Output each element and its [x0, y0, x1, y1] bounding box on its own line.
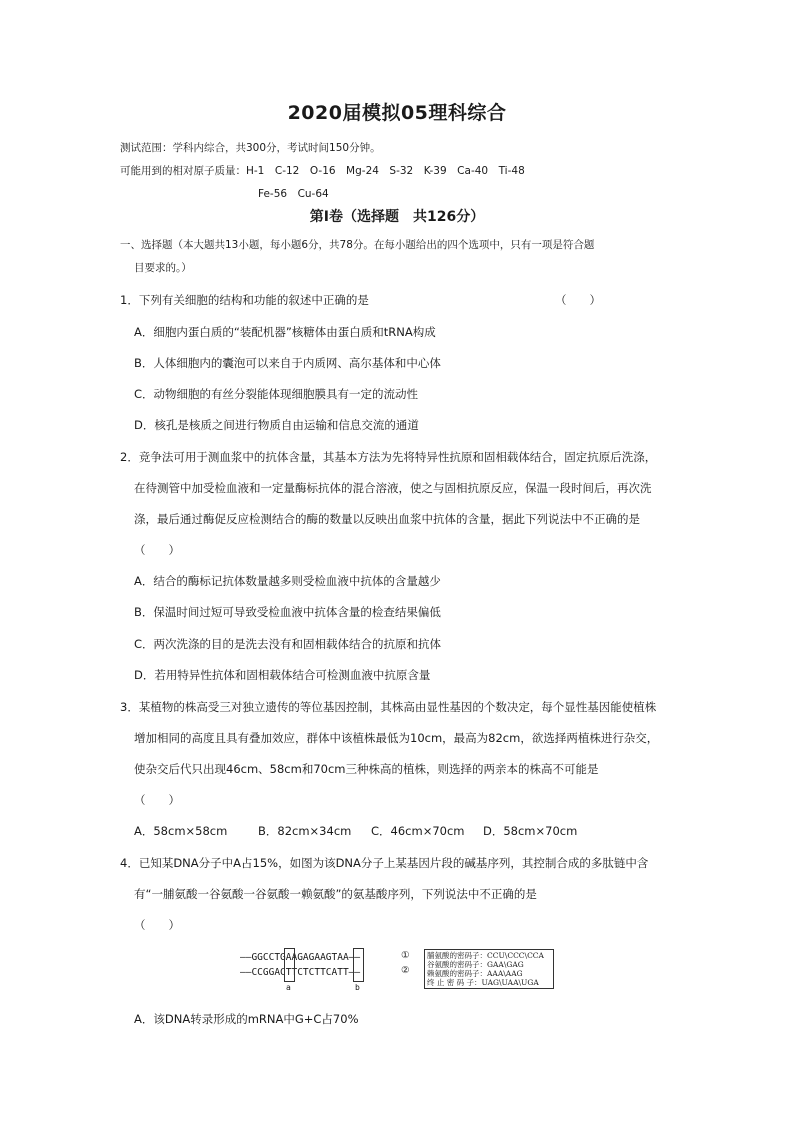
q3-option-c: C．46cm×70cm	[371, 824, 465, 838]
q3-option-b: B．82cm×34cm	[258, 824, 352, 838]
q3-stem-line-1: 3．某植物的株高受三对独立遗传的等位基因控制，其株高由显性基因的个数决定，每个显性基因能使植株	[120, 700, 657, 714]
q3-option-d: D．58cm×70cm	[483, 824, 578, 838]
atomic-mass-line-1: 可能用到的相对原子质量：H-1 C-12 O-16 Mg-24 S-32 K-39 Ca-40 Ti-48	[120, 165, 525, 177]
q1-option-b: B．人体细胞内的囊泡可以来自于内质网、高尔基体和中心体	[134, 356, 441, 370]
codon-table	[424, 949, 554, 989]
q2-option-c: C．两次洗涤的目的是洗去没有和固相载体结合的抗原和抗体	[134, 637, 442, 651]
section-title: 第Ⅰ卷（选择题 共126分）	[309, 209, 485, 225]
q3-answer-paren: （ ）	[134, 793, 180, 807]
strand-1-marker: ①	[401, 950, 410, 961]
codon-row-proline: 脯氨酸的密码子：CCU\CCC\CCA	[427, 951, 544, 960]
q2-option-d: D．若用特异性抗体和固相载体结合可检测血液中抗原含量	[134, 668, 431, 682]
page-title: 2020届模拟05理科综合	[287, 102, 507, 124]
q4-option-a: A．该DNA转录形成的mRNA中G+C占70%	[134, 1012, 359, 1026]
q1-stem: 1．下列有关细胞的结构和功能的叙述中正确的是	[120, 293, 369, 307]
q3-stem-line-3: 使杂交后代只出现46cm、58cm和70cm三种株高的植株，则选择的两亲本的株高不可能是	[134, 762, 599, 776]
q1-option-c: C．动物细胞的有丝分裂能体现细胞膜具有一定的流动性	[134, 387, 419, 401]
q2-stem-line-1: 2．竞争法可用于测血浆中的抗体含量，其基本方法为先将特异性抗原和固相载体结合，固定抗原后洗涤，	[120, 450, 657, 464]
q1-option-d: D．核孔是核质之间进行物质自由运输和信息交流的通道	[134, 418, 419, 432]
q2-stem-line-3: 涤，最后通过酶促反应检测结合的酶的数量以反映出血浆中抗体的含量，据此下列说法中不正确的是	[134, 512, 640, 526]
codon-row-lysine: 赖氨酸的密码子：AAA\AAG	[427, 969, 523, 978]
strand-2-marker: ②	[401, 965, 410, 976]
test-scope: 测试范围：学科内综合，共300分，考试时间150分钟。	[120, 142, 381, 154]
q2-option-a: A．结合的酶标记抗体数量越多则受检血液中抗体的含量越少	[134, 574, 441, 588]
q1-option-a: A．细胞内蛋白质的“装配机器”核糖体由蛋白质和tRNA构成	[134, 325, 436, 339]
part-heading-line-1: 一、选择题（本大题共13小题，每小题6分，共78分。在每小题给出的四个选项中，只有一项是符合题	[120, 239, 595, 251]
site-b-label: b	[355, 983, 360, 992]
q3-stem-line-2: 增加相同的高度且具有叠加效应，群体中该植株最低为10cm，最高为82cm，欲选择两植株进行杂交，	[134, 731, 659, 745]
dna-strand-2: ——CCGGACTTCTCTTCATT——	[240, 967, 361, 978]
codon-row-stop: 终 止 密 码 子：UAG\UAA\UGA	[427, 978, 539, 987]
q1-answer-paren: （ ）	[555, 293, 601, 307]
q2-stem-line-2: 在待测管中加受检血液和一定量酶标抗体的混合溶液，使之与固相抗原反应，保温一段时间后，再次洗	[134, 481, 652, 495]
site-a-label: a	[286, 983, 291, 992]
q3-option-a: A．58cm×58cm	[134, 824, 228, 838]
q4-stem-line-2: 有“一脯氨酸一谷氨酸一谷氨酸一赖氨酸”的氨基酸序列，下列说法中不正确的是	[134, 887, 537, 901]
q4-stem-line-1: 4．已知某DNA分子中A占15%，如图为该DNA分子上某基因片段的碱基序列，其控制合成的多肽链中含	[120, 856, 649, 870]
q4-answer-paren: （ ）	[134, 918, 180, 932]
q2-option-b: B．保温时间过短可导致受检血液中抗体含量的检查结果偏低	[134, 605, 441, 619]
site-a-box	[284, 948, 295, 982]
q2-answer-paren: （ ）	[134, 543, 180, 557]
atomic-mass-line-2: Fe-56 Cu-64	[258, 188, 329, 200]
part-heading-line-2: 目要求的。）	[134, 262, 192, 274]
dna-strand-1: ——GGCCTGAAGAGAAGTAA——	[240, 952, 361, 963]
codon-row-glutamate: 谷氨酸的密码子：GAA\GAG	[427, 960, 524, 969]
site-b-box	[353, 948, 364, 982]
